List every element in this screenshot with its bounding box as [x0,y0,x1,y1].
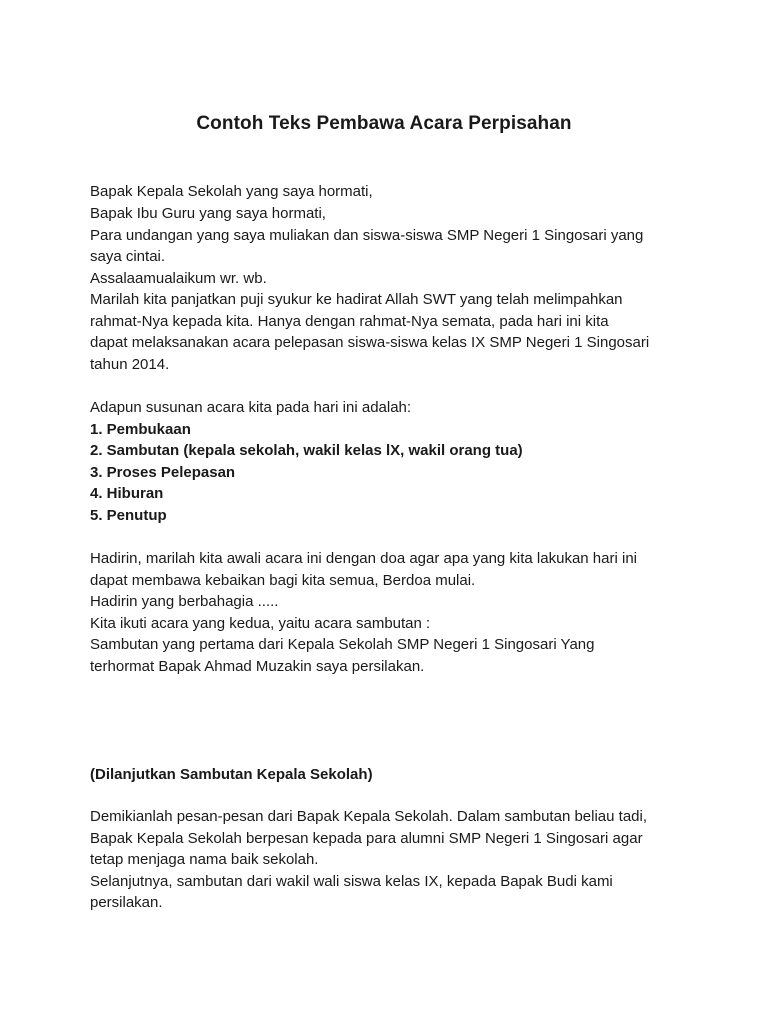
closing-line-3: tetap menjaga nama baik sekolah. [90,851,319,868]
document-title: Contoh Teks Pembawa Acara Perpisahan [196,113,572,134]
continued-heading: (Dilanjutkan Sambutan Kepala Sekolah) [90,766,373,783]
opening-line-4: Kita ikuti acara yang kedua, yaitu acara sambutan : [90,615,431,632]
closing-line-1: Demikianlah pesan-pesan dari Bapak Kepala Sekolah. Dalam sambutan beliau tadi, [90,808,648,825]
greeting-line-6: Marilah kita panjatkan puji syukur ke hadirat Allah SWT yang telah melimpahkan [90,291,623,308]
opening-line-1: Hadirin, marilah kita awali acara ini dengan doa agar apa yang kita lakukan hari ini [90,550,637,567]
greeting-line-5: Assalaamualaikum wr. wb. [90,270,267,287]
agenda-item-3: 3. Proses Pelepasan [90,464,236,481]
opening-line-5: Sambutan yang pertama dari Kepala Sekolah SMP Negeri 1 Singosari Yang [90,636,595,653]
greeting-line-8: dapat melaksanakan acara pelepasan siswa-siswa kelas IX SMP Negeri 1 Singosari [90,334,650,351]
closing-line-5: persilakan. [90,894,163,911]
opening-line-6: terhormat Bapak Ahmad Muzakin saya persilakan. [90,658,425,675]
greeting-line-9: tahun 2014. [90,356,170,373]
opening-line-3: Hadirin yang berbahagia ..... [90,593,279,610]
greeting-line-3: Para undangan yang saya muliakan dan siswa-siswa SMP Negeri 1 Singosari yang [90,227,644,244]
agenda-item-4: 4. Hiburan [90,485,164,502]
agenda-intro: Adapun susunan acara kita pada hari ini adalah: [90,399,412,416]
greeting-line-7: rahmat-Nya kepada kita. Hanya dengan rahmat-Nya semata, pada hari ini kita [90,313,609,330]
opening-line-2: dapat membawa kebaikan bagi kita semua, Berdoa mulai. [90,572,476,589]
greeting-line-4: saya cintai. [90,248,166,265]
agenda-item-5: 5. Penutup [90,507,167,524]
greeting-line-1: Bapak Kepala Sekolah yang saya hormati, [90,183,373,200]
closing-line-2: Bapak Kepala Sekolah berpesan kepada para alumni SMP Negeri 1 Singosari agar [90,830,643,847]
agenda-item-2: 2. Sambutan (kepala sekolah, wakil kelas lX, wakil orang tua) [90,442,523,459]
closing-line-4: Selanjutnya, sambutan dari wakil wali siswa kelas IX, kepada Bapak Budi kami [90,873,613,890]
greeting-line-2: Bapak Ibu Guru yang saya hormati, [90,205,326,222]
agenda-item-1: 1. Pembukaan [90,421,191,438]
